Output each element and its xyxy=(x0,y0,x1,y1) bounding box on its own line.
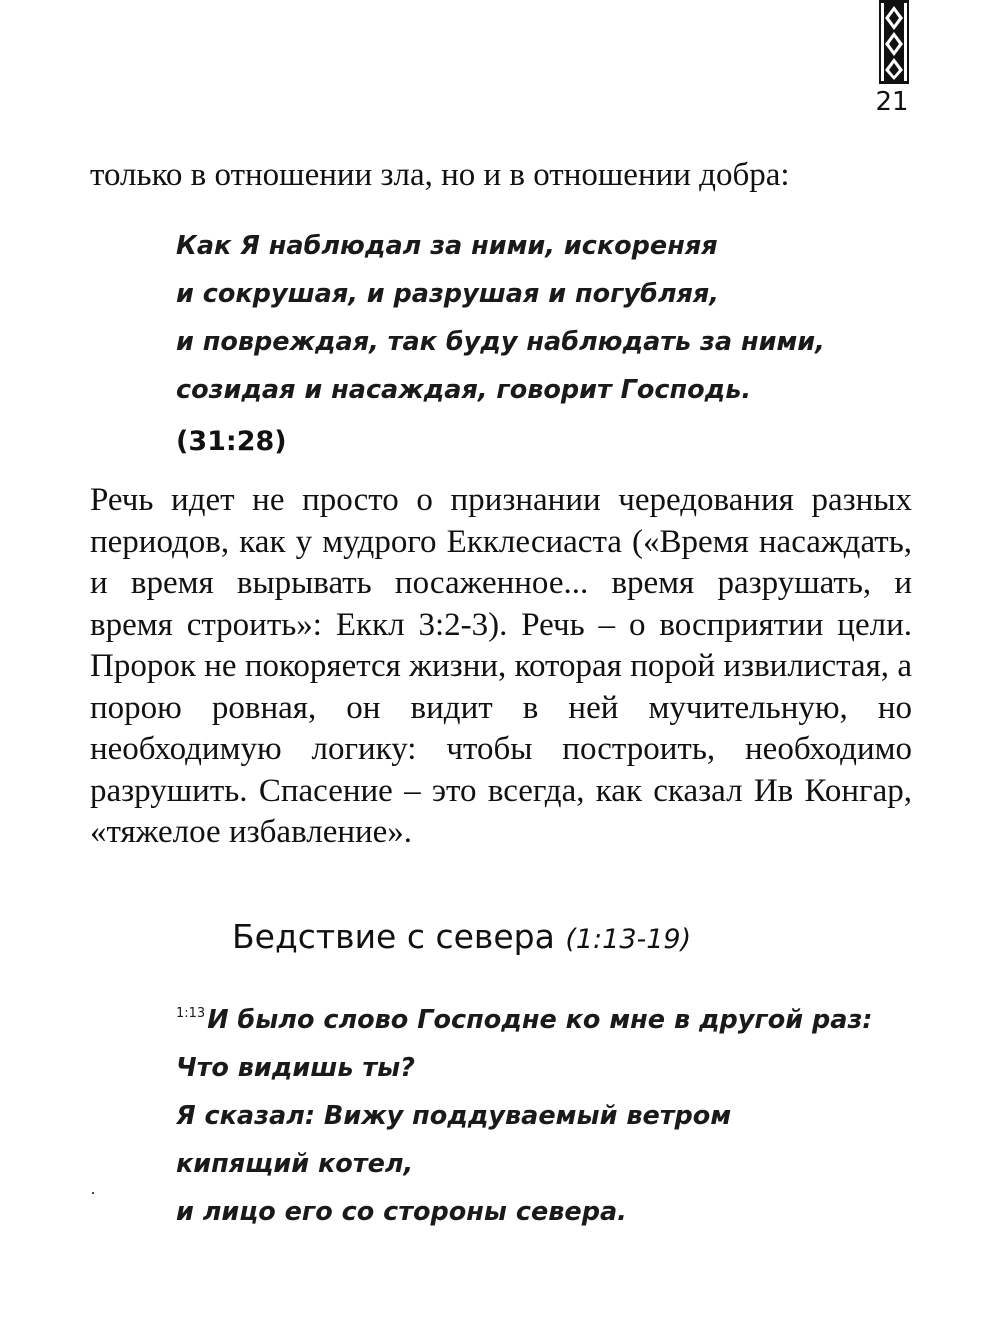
quote-line xyxy=(176,990,916,1044)
quote-line: и повреждая, так буду наблюдать за ними, xyxy=(176,327,825,357)
verse-number: 1:13 xyxy=(176,1006,206,1021)
print-speck xyxy=(92,1192,94,1194)
quote-line: и лицо его со стороны севера. xyxy=(176,1197,627,1227)
quote-line: кипящий котел, xyxy=(176,1149,414,1179)
ornament-icon xyxy=(879,0,909,84)
quote-line: Что видишь ты? xyxy=(176,1053,415,1083)
quote-line: созидая и насаждая, говорит Господь. xyxy=(176,375,752,405)
page-number: 21 xyxy=(875,87,909,117)
quote-line: и сокрушая, и разрушая и погубляя, xyxy=(176,279,719,309)
verse-reference: (31:28) xyxy=(176,426,287,457)
lead-paragraph: только в отношении зла, но и в отношении добра: xyxy=(90,157,790,193)
body-paragraph: Речь идет не просто о признании чередования разных периодов, как у мудрого Екклесиаста («Время насаждать, и время вырывать посаженное... время разрушать, и время строить»: Еккл 3:2-3). Речь – о восприятии цели. Пророк не покоряется жизни, которая порой извилистая, а порою ровная, он видит в ней мучительную, но необходимую логику: чтобы построить, необходимо разрушить. Спасение – это всегда, как сказал Ив Конгар, «тяжелое избавление». xyxy=(90,482,912,850)
quote-line: Я сказал: Вижу поддуваемый ветром xyxy=(176,1101,732,1131)
section-verse-range: (1:13-19) xyxy=(565,924,692,955)
scripture-quote xyxy=(176,990,916,1236)
quote-line-text: И было слово Господне ко мне в другой раз: xyxy=(207,1005,873,1035)
section-heading xyxy=(232,912,691,965)
scripture-quote xyxy=(176,222,916,414)
section-title: Бедствие с севера xyxy=(232,917,555,956)
quote-line: Как Я наблюдал за ними, искореняя xyxy=(176,231,718,261)
